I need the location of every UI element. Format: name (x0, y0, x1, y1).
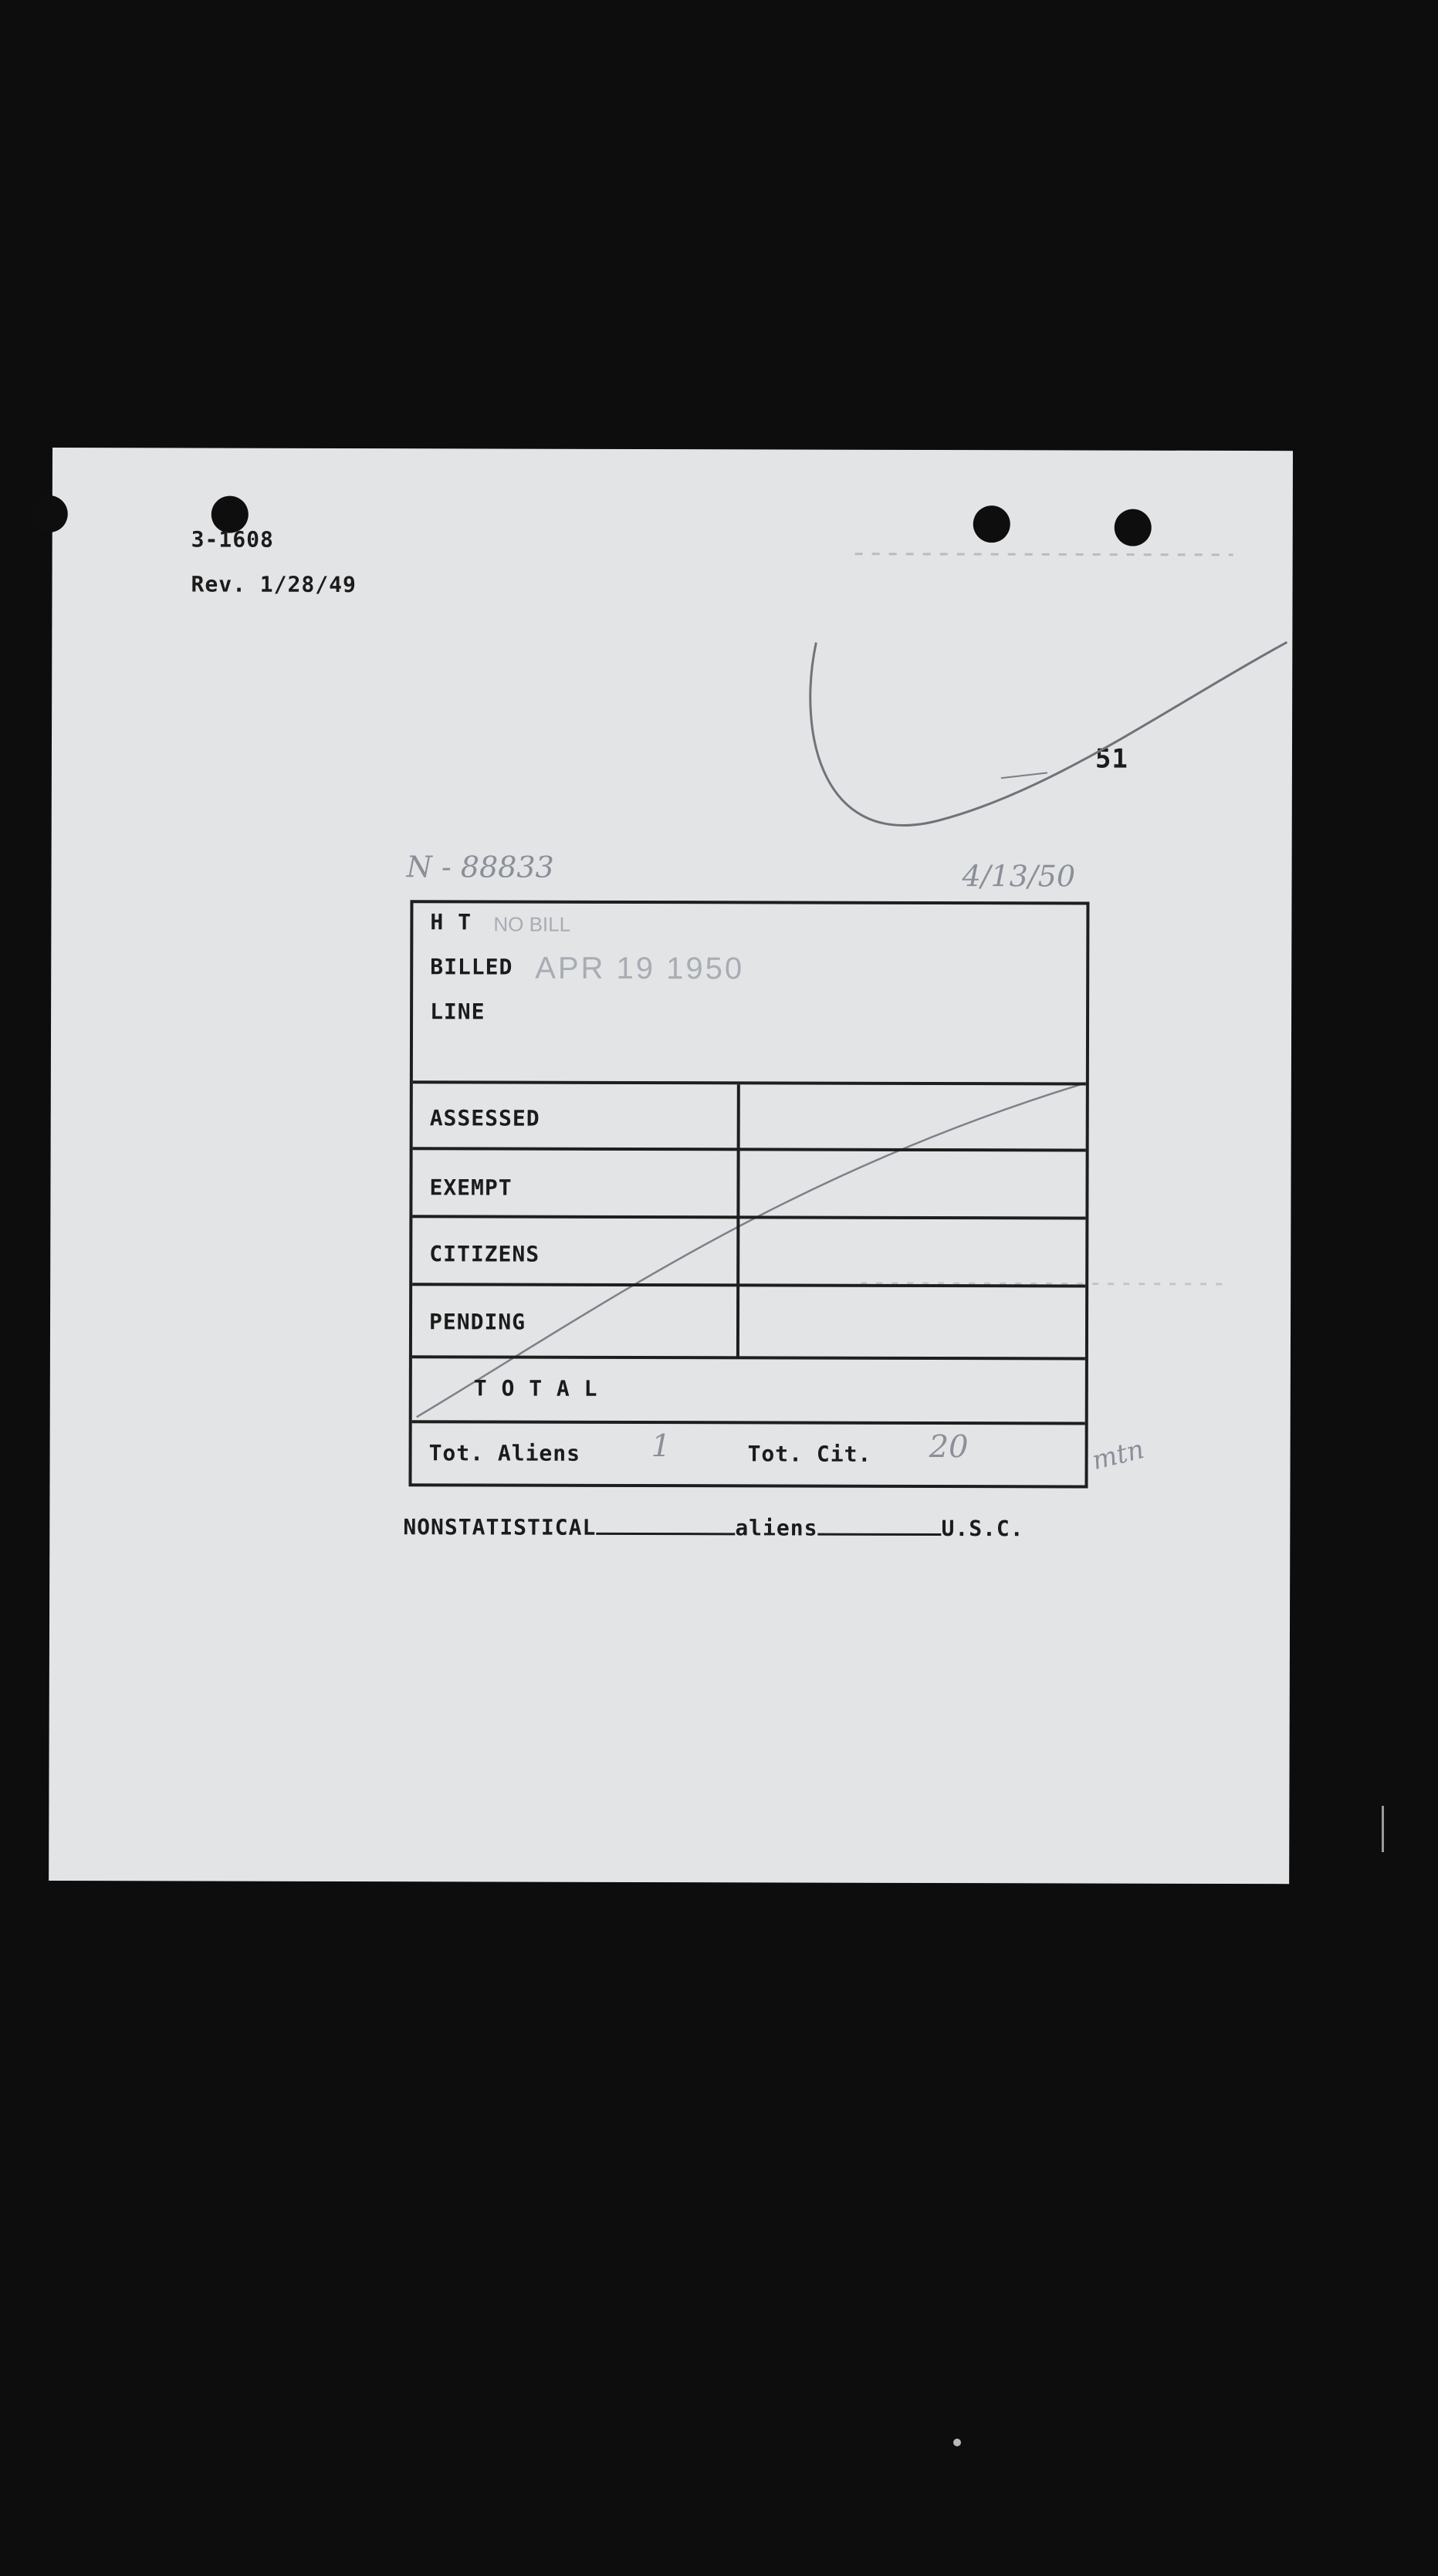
form-divider (412, 1355, 1085, 1360)
date-stamp: APR 19 1950 (535, 951, 745, 986)
ht-label: H T (430, 909, 472, 935)
document-page (49, 448, 1293, 1884)
line-label: LINE (430, 999, 486, 1025)
assessed-label: ASSESSED (429, 1105, 540, 1131)
aliens-blank (596, 1513, 735, 1535)
nonstatistical-line (403, 1512, 1024, 1541)
usc-blank (817, 1513, 941, 1536)
form-divider (413, 1080, 1086, 1085)
no-bill-stamp: NO BILL (493, 912, 571, 936)
tot-cit-label: Tot. Cit. (747, 1441, 872, 1467)
usc-label: U.S.C. (941, 1516, 1024, 1542)
pending-label: PENDING (428, 1309, 526, 1335)
total-label: T O T A L (473, 1375, 598, 1401)
column-divider (736, 1084, 740, 1358)
aliens-label: aliens (735, 1515, 818, 1541)
tot-aliens-value: 1 (651, 1428, 672, 1465)
billed-label: BILLED (430, 954, 513, 980)
form-divider (412, 1420, 1085, 1425)
citizens-label: CITIZENS (429, 1241, 540, 1267)
tot-aliens-label: Tot. Aliens (428, 1440, 581, 1466)
form-divider (413, 1147, 1086, 1151)
tot-cit-value: 20 (929, 1428, 969, 1465)
exempt-label: EXEMPT (429, 1175, 513, 1201)
form-divider (412, 1215, 1085, 1219)
date-handwritten: 4/13/50 (962, 859, 1076, 894)
nonstatistical-label: NONSTATISTICAL (403, 1514, 597, 1540)
form-divider (412, 1283, 1085, 1287)
tally-form (408, 900, 1089, 1488)
initials-handwritten: mtn (1088, 1434, 1148, 1477)
file-number-handwritten: N - 88833 (406, 850, 554, 884)
page-number: 51 (1095, 743, 1128, 775)
form-revision: Rev. 1/28/49 (191, 571, 357, 598)
form-number: 3-1608 (191, 526, 274, 553)
